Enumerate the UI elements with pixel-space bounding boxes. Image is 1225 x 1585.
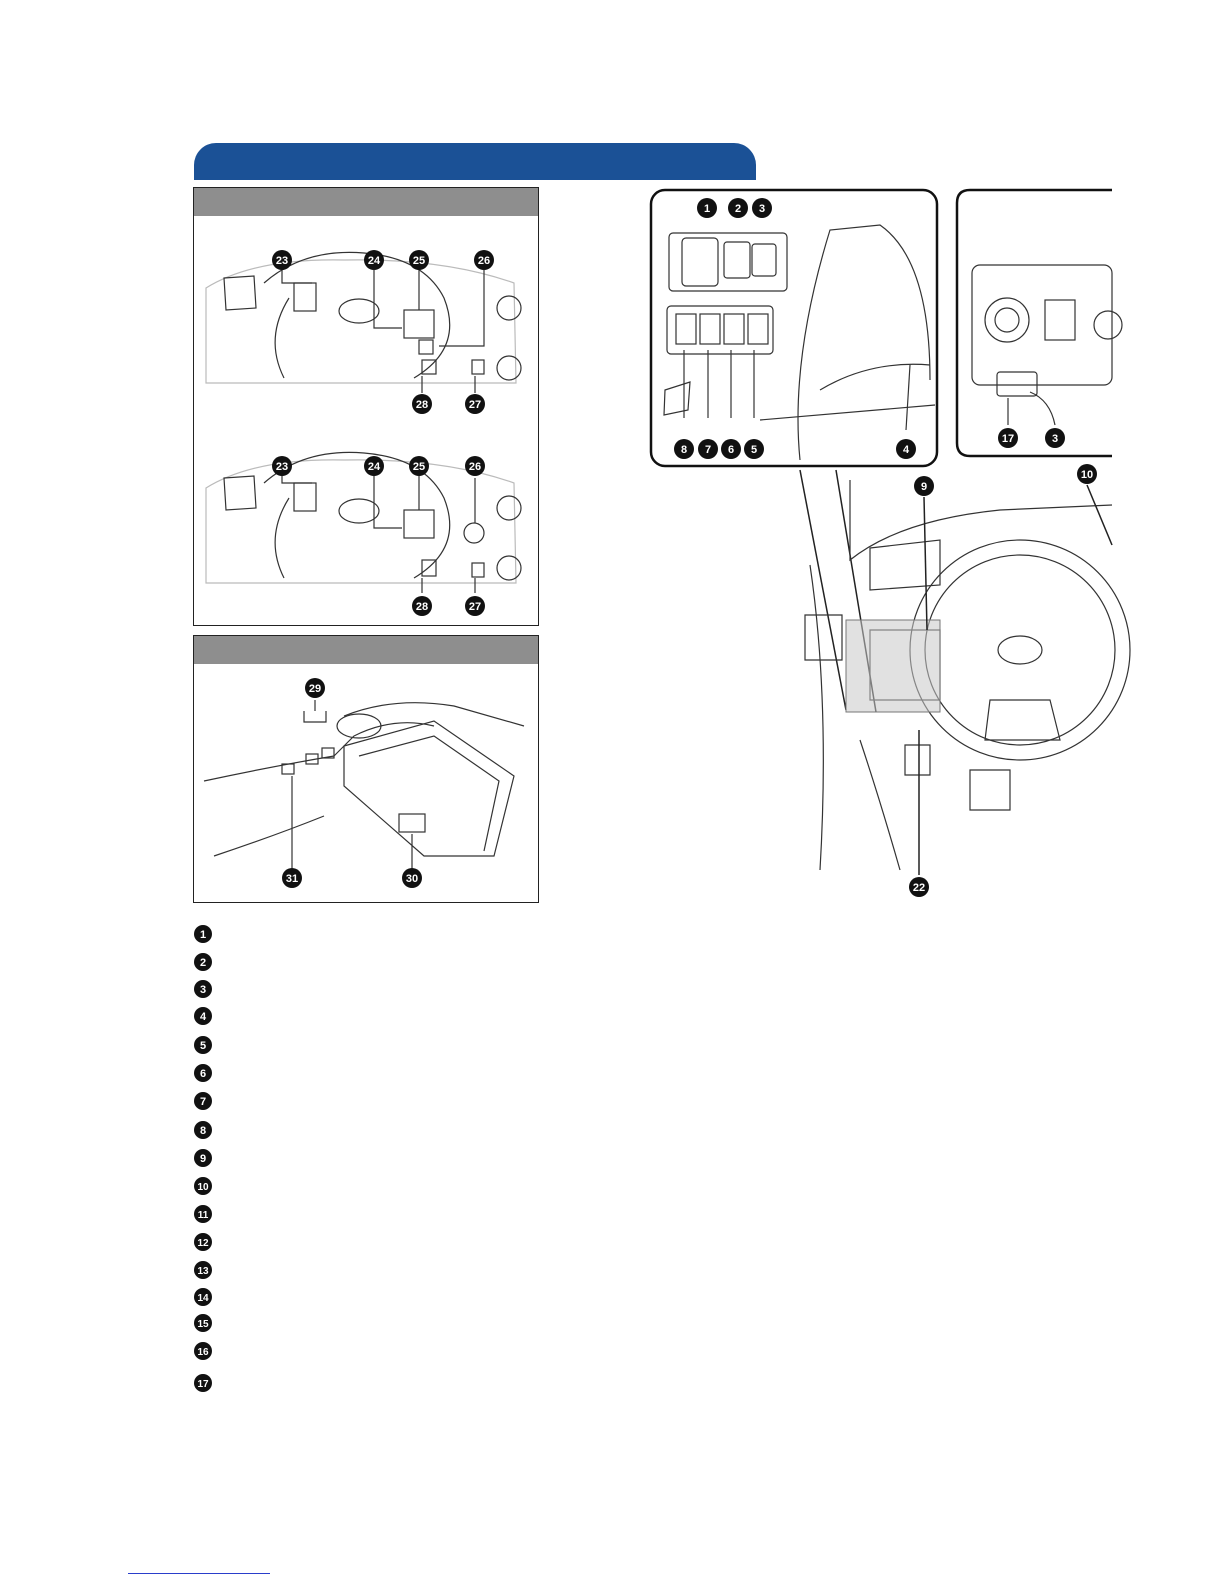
callout-26-top: 26 bbox=[477, 255, 491, 267]
legend-item-7: 7 bbox=[199, 1096, 207, 1108]
legend-item-16: 16 bbox=[197, 1347, 209, 1358]
callout-2: 2 bbox=[734, 203, 742, 215]
legend-item-11: 11 bbox=[197, 1210, 209, 1221]
legend-item-4: 4 bbox=[199, 1011, 207, 1023]
highlight-area bbox=[846, 620, 940, 712]
legend-item-8: 8 bbox=[199, 1125, 207, 1137]
callout-25-bottom: 25 bbox=[412, 461, 426, 473]
callout-3: 3 bbox=[758, 203, 766, 215]
callout-28-bottom: 28 bbox=[415, 601, 429, 613]
legend-item-14: 14 bbox=[197, 1293, 209, 1304]
callout-24-bottom: 24 bbox=[367, 461, 381, 473]
callout-28-top: 28 bbox=[415, 399, 429, 411]
legend-item-3: 3 bbox=[199, 984, 207, 996]
callout-27-top: 27 bbox=[468, 399, 482, 411]
callout-29: 29 bbox=[308, 683, 322, 695]
legend-item-1: 1 bbox=[199, 929, 207, 941]
callout-30: 30 bbox=[405, 873, 419, 885]
callout-22: 22 bbox=[912, 882, 926, 894]
callout-9: 9 bbox=[920, 481, 928, 493]
legend-item-12: 12 bbox=[197, 1238, 209, 1249]
callout-6: 6 bbox=[727, 444, 735, 456]
legend-item-9: 9 bbox=[199, 1153, 207, 1165]
callout-4: 4 bbox=[902, 444, 910, 456]
callout-24-top: 24 bbox=[367, 255, 381, 267]
callout-26-bottom: 26 bbox=[468, 461, 482, 473]
callout-25-top: 25 bbox=[412, 255, 426, 267]
callout-1: 1 bbox=[703, 203, 711, 215]
legend-item-6: 6 bbox=[199, 1068, 207, 1080]
callout-10: 10 bbox=[1080, 469, 1094, 481]
callout-7: 7 bbox=[704, 444, 712, 456]
legend-item-5: 5 bbox=[199, 1040, 207, 1052]
callout-3-right: 3 bbox=[1051, 433, 1059, 445]
callout-5: 5 bbox=[750, 444, 758, 456]
callout-31: 31 bbox=[285, 873, 299, 885]
callout-27-bottom: 27 bbox=[468, 601, 482, 613]
footer-rule bbox=[128, 1573, 270, 1574]
callout-17: 17 bbox=[1001, 433, 1015, 445]
callout-23-bottom: 23 bbox=[275, 461, 289, 473]
inset-switch-panel-frame bbox=[651, 190, 937, 466]
legend-list bbox=[194, 925, 212, 1392]
legend-item-13: 13 bbox=[197, 1266, 209, 1277]
legend-item-15: 15 bbox=[197, 1319, 209, 1330]
legend-item-17: 17 bbox=[197, 1379, 209, 1390]
callout-23-top: 23 bbox=[275, 255, 289, 267]
legend-item-10: 10 bbox=[197, 1182, 209, 1193]
legend-item-2: 2 bbox=[199, 957, 207, 969]
callout-8: 8 bbox=[680, 444, 688, 456]
inset-climate-panel-frame bbox=[957, 190, 1112, 456]
